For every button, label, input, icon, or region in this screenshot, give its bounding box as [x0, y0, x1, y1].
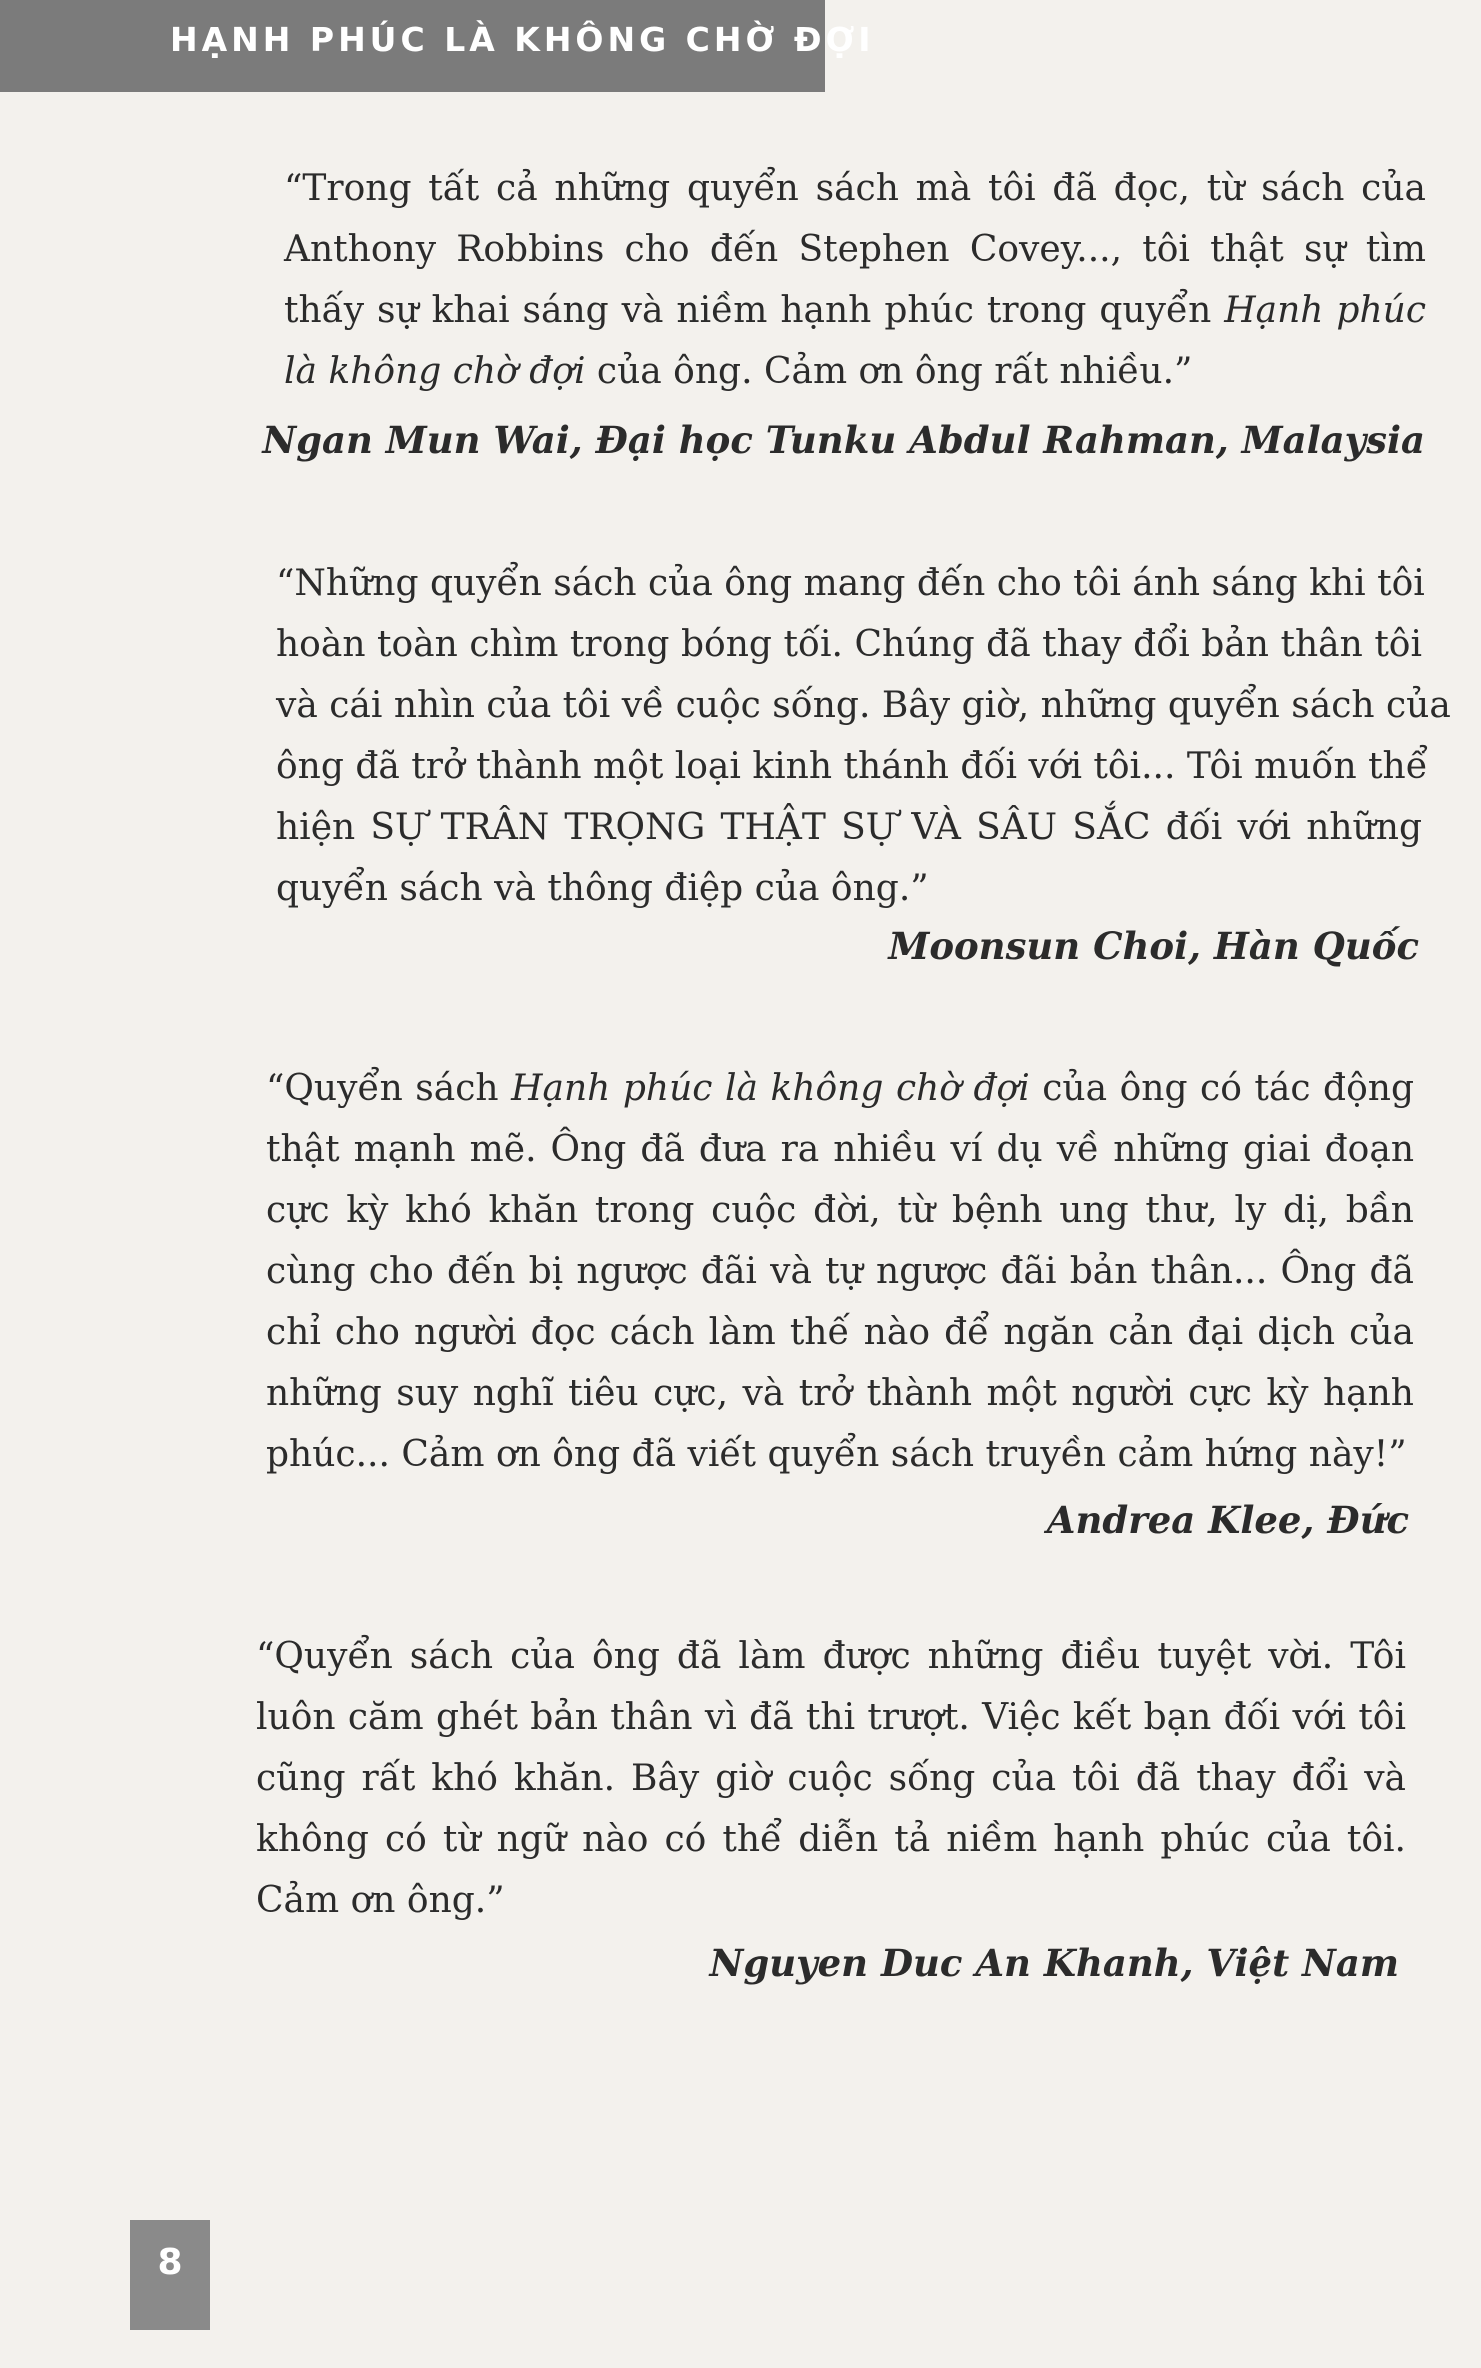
quote-line: Cảm ơn ông.” — [256, 1880, 505, 1921]
testimonial-attribution-1: Ngan Mun Wai, Đại học Tunku Abdul Rahman, Malaysia — [262, 418, 1425, 462]
testimonial-quote-3 — [266, 1058, 1414, 1485]
quote-line: Anthony Robbins cho đến Stephen Covey..., tôi thật sự tìm — [284, 229, 1426, 270]
quote-line: hoàn toàn chìm trong bóng tối. Chúng đã thay đổi bản thân tôi — [276, 624, 1422, 665]
quote-line: thấy sự khai sáng và niềm hạnh phúc trong quyển Hạnh phúc — [284, 290, 1427, 331]
quote-line: phúc... Cảm ơn ông đã viết quyển sách truyền cảm hứng này!” — [266, 1434, 1407, 1475]
quote-line: “Trong tất cả những quyển sách mà tôi đã đọc, từ sách của — [284, 168, 1426, 209]
quote-line: “Quyển sách Hạnh phúc là không chờ đợi của ông có tác động — [266, 1068, 1414, 1109]
quote-line: ông đã trở thành một loại kinh thánh đối với tôi... Tôi muốn thể — [276, 746, 1428, 787]
quote-line: hiện SỰ TRÂN TRỌNG THẬT SỰ VÀ SÂU SẮC đối với những — [276, 807, 1422, 848]
quote-line: cực kỳ khó khăn trong cuộc đời, từ bệnh ung thư, ly dị, bần — [266, 1190, 1414, 1231]
quote-line: chỉ cho người đọc cách làm thế nào để ngăn cản đại dịch của — [266, 1312, 1414, 1353]
testimonial-quote-2 — [276, 553, 1451, 919]
quote-line: quyển sách và thông điệp của ông.” — [276, 868, 929, 909]
quote-line: không có từ ngữ nào có thể diễn tả niềm hạnh phúc của tôi. — [256, 1819, 1406, 1860]
quote-line: luôn căm ghét bản thân vì đã thi trượt. Việc kết bạn đối với tôi — [256, 1697, 1406, 1738]
testimonial-quote-4 — [256, 1626, 1406, 1931]
quote-line: cũng rất khó khăn. Bây giờ cuộc sống của tôi đã thay đổi và — [256, 1758, 1406, 1799]
page-number: 8 — [157, 2242, 183, 2283]
testimonial-attribution-3: Andrea Klee, Đức — [1046, 1498, 1409, 1542]
testimonial-quote-1 — [284, 158, 1426, 402]
testimonial-attribution-4: Nguyen Duc An Khanh, Việt Nam — [709, 1941, 1399, 1985]
quote-line: thật mạnh mẽ. Ông đã đưa ra nhiều ví dụ về những giai đoạn — [266, 1129, 1414, 1170]
quote-line: và cái nhìn của tôi về cuộc sống. Bây giờ, những quyển sách của — [276, 685, 1451, 726]
quote-line: những suy nghĩ tiêu cực, và trở thành một người cực kỳ hạnh — [266, 1373, 1414, 1414]
quote-line: “Quyển sách của ông đã làm được những điều tuyệt vời. Tôi — [256, 1636, 1406, 1677]
testimonial-attribution-2: Moonsun Choi, Hàn Quốc — [888, 924, 1419, 968]
page-number-tab — [130, 2220, 210, 2330]
quote-line: là không chờ đợi của ông. Cảm ơn ông rất nhiều.” — [284, 351, 1193, 392]
running-header — [0, 0, 875, 92]
quote-line: cùng cho đến bị ngược đãi và tự ngược đãi bản thân... Ông đã — [266, 1251, 1414, 1292]
running-header-title: HẠNH PHÚC LÀ KHÔNG CHỜ ĐỢI — [170, 20, 875, 59]
quote-line: “Những quyển sách của ông mang đến cho tôi ánh sáng khi tôi — [276, 563, 1425, 604]
